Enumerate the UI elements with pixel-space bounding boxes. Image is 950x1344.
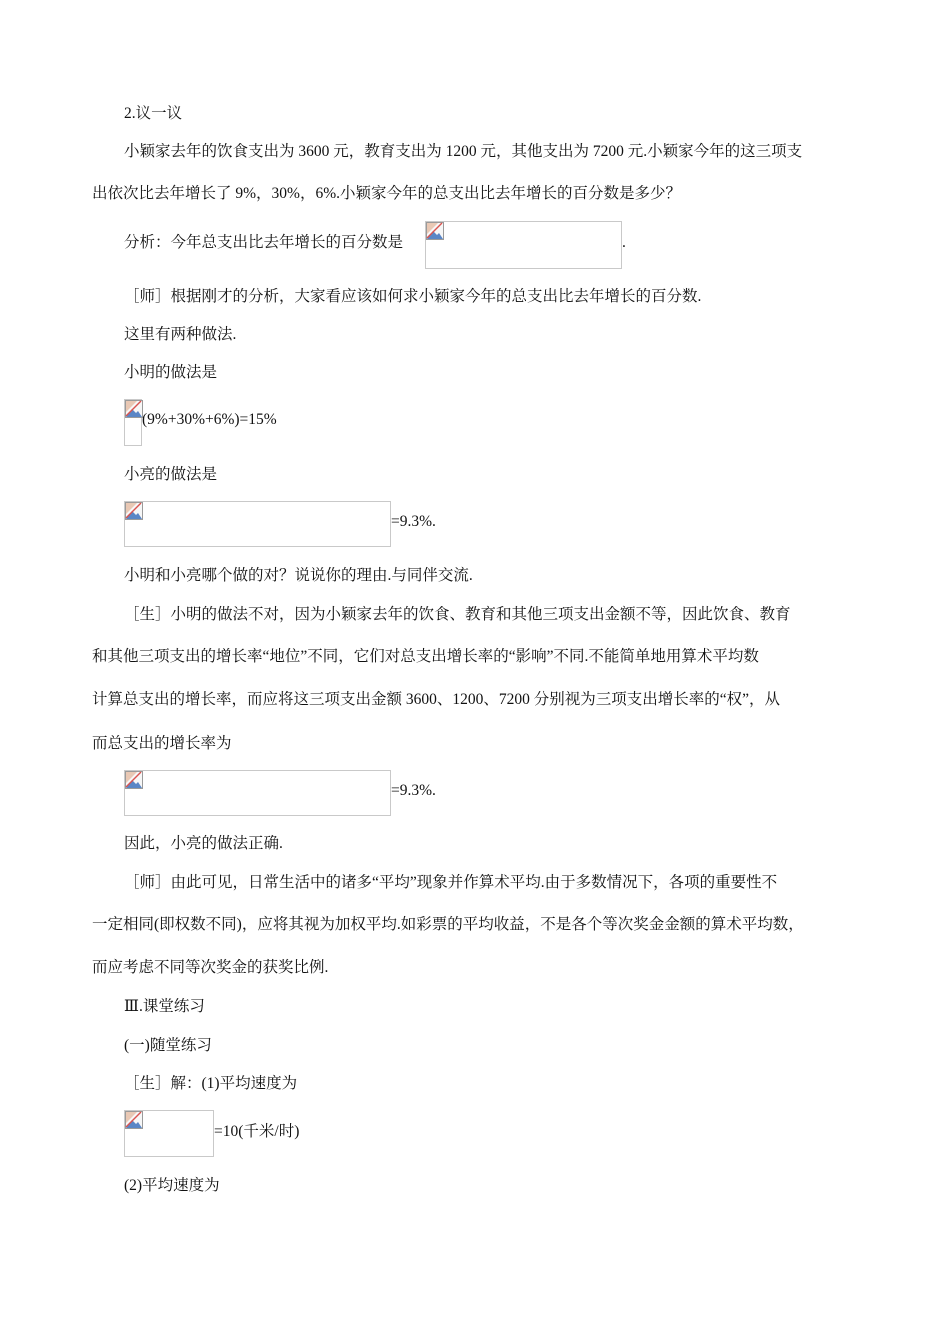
subsection-title: (一)随堂练习 [124, 1037, 212, 1054]
section-title: 2.议一议 [124, 105, 183, 122]
question-text: 小明和小亮哪个做的对？说说你的理由.与同伴交流. [124, 567, 473, 584]
student-text: ［生］小明的做法不对，因为小颖家去年的饮食、教育和其他三项支出金额不等，因此饮食、教育 [124, 606, 791, 623]
formula-image [124, 1110, 214, 1157]
student-text: 和其他三项支出的增长率“地位”不同，它们对总支出增长率的“影响”不同.不能简单地用算术平均数 [92, 648, 759, 665]
teacher-text: ［师］由此可见，日常生活中的诸多“平均”现象并作算术平均.由于多数情况下，各项的重要性不 [124, 874, 778, 891]
analysis-suffix: . [622, 234, 626, 251]
analysis-text: 分析：今年总支出比去年增长的百分数是 [124, 234, 404, 251]
formula-result: =9.3%. [391, 782, 436, 799]
formula-image [425, 221, 622, 269]
conclusion-text: 因此，小亮的做法正确. [124, 835, 283, 852]
problem-text: 出依次比去年增长了 9%，30%，6%.小颖家今年的总支出比去年增长的百分数是多少？ [92, 185, 681, 202]
student-text: 而总支出的增长率为 [92, 735, 232, 752]
formula-image [124, 399, 142, 446]
student-text: 计算总支出的增长率，而应将这三项支出金额 3600、1200、7200 分别视为三项支出增长率的“权”，从 [92, 691, 781, 708]
formula-text: (9%+30%+6%)=15% [142, 411, 277, 428]
formula-image [124, 770, 391, 816]
student-text: ［生］解：(1)平均速度为 [124, 1075, 298, 1092]
formula-image [124, 501, 391, 547]
formula-result: =10(千米/时) [214, 1123, 300, 1140]
section-title: Ⅲ.课堂练习 [124, 998, 205, 1015]
problem-text: 小颖家去年的饮食支出为 3600 元，教育支出为 1200 元，其他支出为 7200 元.小颖家今年的这三项支 [124, 143, 803, 160]
teacher-text: 一定相同(即权数不同)，应将其视为加权平均.如彩票的平均收益，不是各个等次奖金金额的算术平均数， [92, 916, 804, 933]
paragraph-text: 这里有两种做法. [124, 326, 237, 343]
student-text: (2)平均速度为 [124, 1177, 220, 1194]
method-label: 小明的做法是 [124, 364, 218, 381]
formula-result: =9.3%. [391, 513, 436, 530]
teacher-text: 而应考虑不同等次奖金的获奖比例. [92, 959, 329, 976]
method-label: 小亮的做法是 [124, 466, 218, 483]
teacher-text: ［师］根据刚才的分析，大家看应该如何求小颖家今年的总支出比去年增长的百分数. [124, 288, 702, 305]
